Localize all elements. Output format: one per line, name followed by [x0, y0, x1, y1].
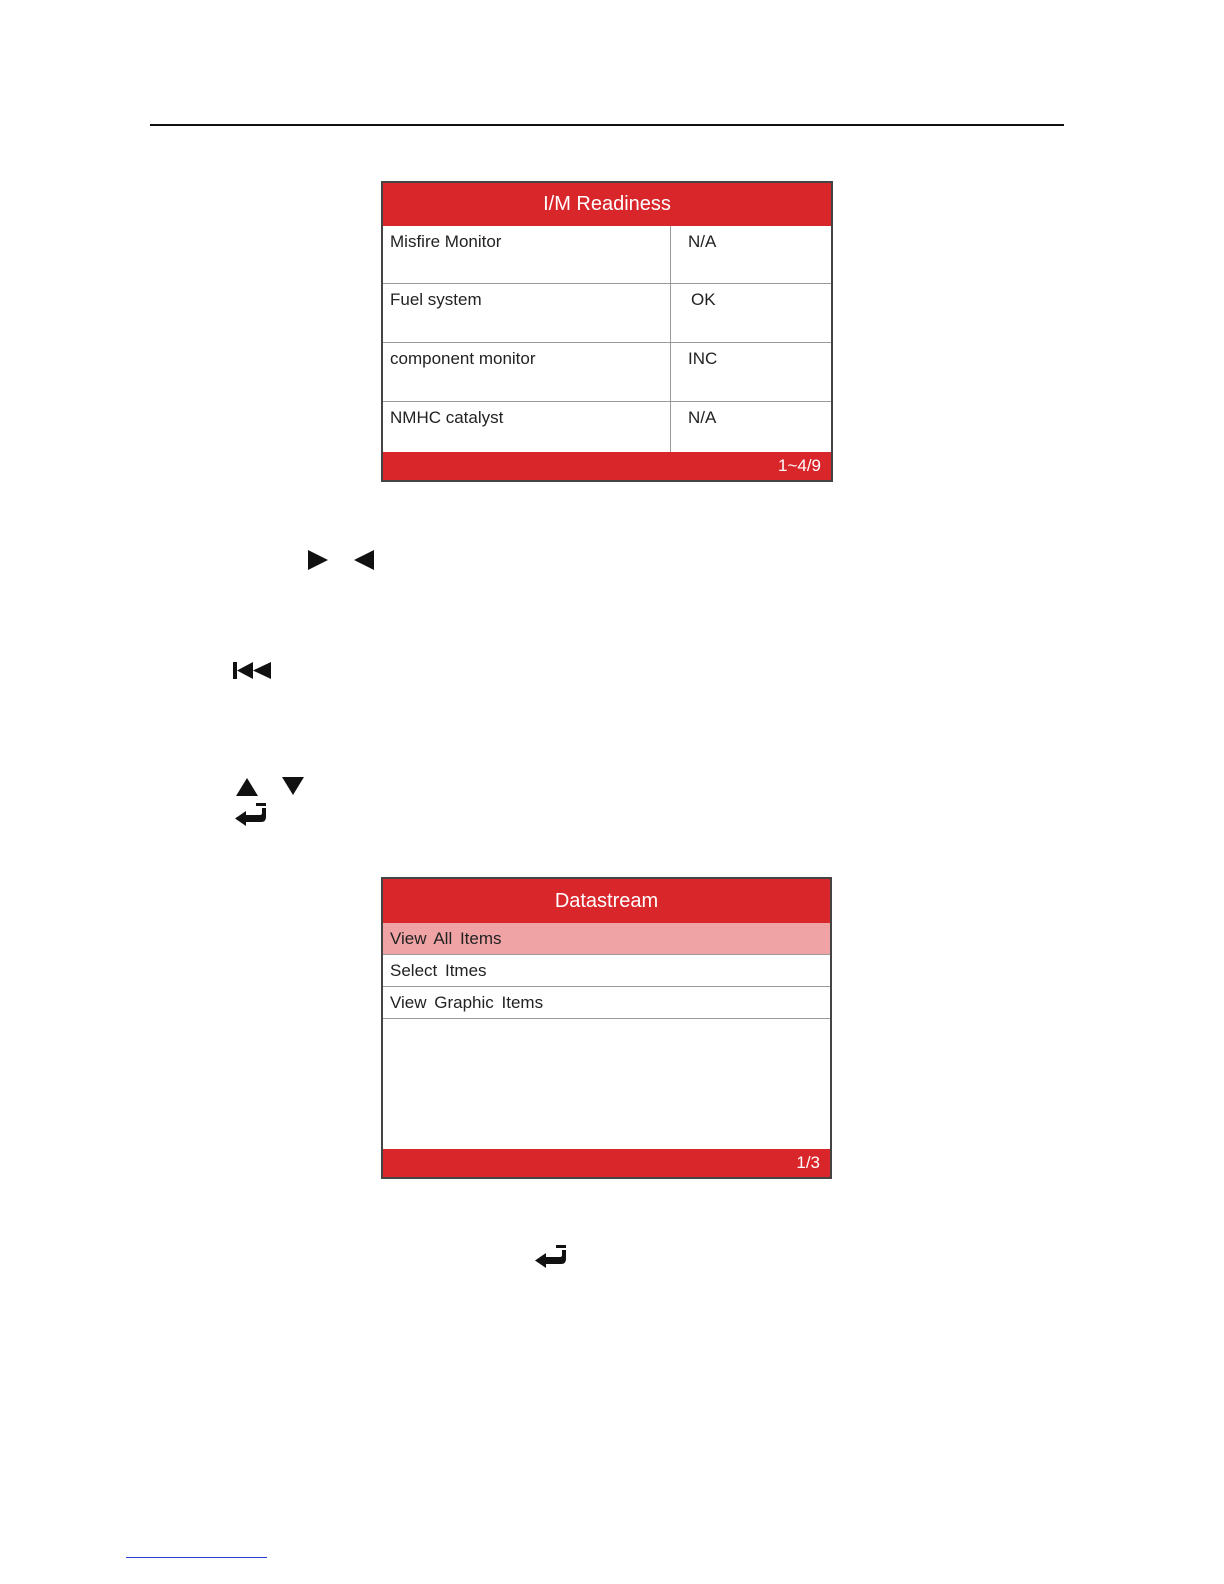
down-arrow-icon	[282, 777, 304, 795]
monitor-status: N/A	[688, 408, 717, 427]
screen-title: Datastream	[383, 879, 830, 923]
footer-link-underline	[126, 1557, 267, 1558]
enter-icon	[234, 803, 268, 827]
menu-item-select-items[interactable]: Select Itmes	[383, 955, 830, 987]
up-arrow-icon	[236, 778, 258, 796]
menu-item-view-graphic[interactable]: View Graphic Items	[383, 987, 830, 1019]
screen-title: I/M Readiness	[383, 183, 831, 226]
back-icon	[233, 661, 273, 680]
table-row[interactable]	[383, 343, 831, 402]
im-readiness-screen	[381, 181, 833, 482]
monitor-name: Misfire Monitor	[390, 232, 502, 251]
menu-item-view-all[interactable]: View All Items	[383, 923, 830, 955]
table-row[interactable]	[383, 284, 831, 343]
monitor-status: OK	[691, 290, 716, 309]
monitor-status: INC	[688, 349, 718, 368]
enter-icon	[534, 1245, 568, 1269]
datastream-menu	[383, 923, 830, 1019]
left-arrow-icon	[354, 550, 374, 570]
monitor-name: component monitor	[390, 349, 536, 368]
table-row[interactable]	[383, 226, 831, 284]
right-arrow-icon	[308, 550, 328, 570]
table-row[interactable]	[383, 402, 831, 454]
page-indicator: 1/3	[383, 1149, 830, 1177]
header-rule	[150, 124, 1064, 126]
datastream-screen	[381, 877, 832, 1179]
monitor-status: N/A	[688, 232, 717, 251]
monitor-name: Fuel system	[390, 290, 482, 309]
page-indicator: 1~4/9	[383, 452, 831, 480]
monitor-name: NMHC catalyst	[390, 408, 504, 427]
readiness-table	[383, 226, 831, 452]
